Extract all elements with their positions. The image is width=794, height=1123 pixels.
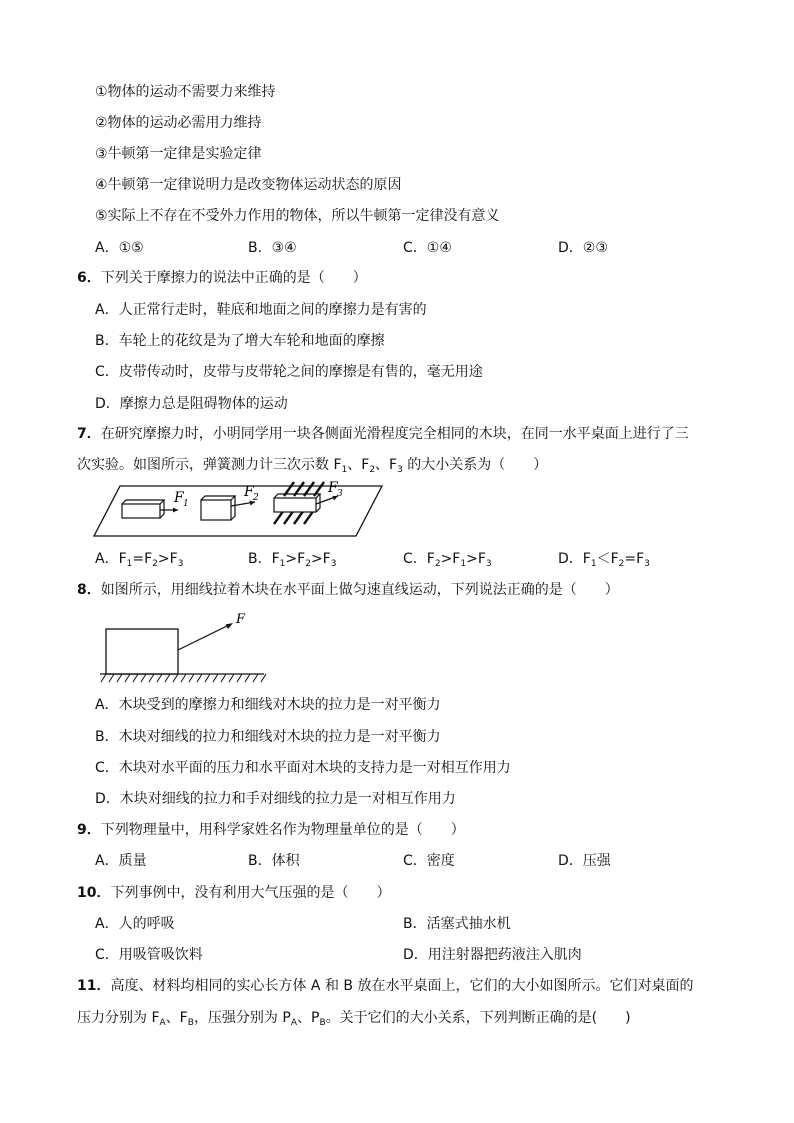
q7-option-d-sub: 3: [644, 559, 650, 569]
q7-option-d-sub: 2: [618, 559, 625, 569]
q7-text-2: 次实验。如图所示，弹簧测力计三次示数 F: [77, 457, 342, 473]
q11-text-4: ，压强分别为 P: [193, 1010, 291, 1026]
statement-3: ③牛顿第一定律是实验定律: [95, 146, 262, 162]
q7-option-b: [248, 549, 336, 569]
statement-4: ④牛顿第一定律说明力是改变物体运动状态的原因: [95, 177, 402, 193]
q10-stem: [77, 883, 390, 903]
q11-sub: A: [290, 1018, 298, 1028]
q5-option-d: D．②③: [558, 240, 608, 256]
q7-option-a: [95, 549, 183, 569]
q8-option-c: C．木块对水平面的压力和水平面对木块的支持力是一对相互作用力: [95, 760, 511, 776]
q5-option-a: A．①⑤: [95, 240, 144, 256]
q11-text-5: 、P: [297, 1010, 320, 1026]
q6-option-d: D．摩擦力总是阻碍物体的运动: [95, 396, 288, 412]
q8-text: 如图所示，用细线拉着木块在水平面上做匀速直线运动，下列说法正确的是（ ）: [100, 582, 619, 598]
block-1: [122, 500, 164, 518]
q7-option-a-text: >F: [157, 551, 178, 567]
statement-5: ⑤实际上不存在不受外力作用的物体，所以牛顿第一定律没有意义: [95, 208, 500, 224]
q5-option-b: B．③④: [248, 240, 297, 256]
q6-text: 下列关于摩擦力的说法中正确的是（ ）: [100, 270, 367, 286]
statement-1: ①物体的运动不需要力来维持: [95, 84, 276, 100]
statement-2: ②物体的运动必需用力维持: [95, 115, 262, 131]
q11-sub: B: [319, 1018, 326, 1028]
q9-option-d: D．压强: [558, 853, 611, 869]
string: [178, 624, 231, 650]
q6-stem: [77, 268, 367, 288]
label-f: F: [236, 612, 246, 627]
q7-option-a-text: A．F: [95, 551, 127, 567]
q7-option-c-text: >F: [440, 551, 461, 567]
q7-option-d: [558, 549, 650, 569]
q6-option-a: A．人正常行走时，鞋底和地面之间的摩擦力是有害的: [95, 302, 427, 318]
q7-option-d-text: ＜F: [596, 551, 619, 567]
q8-figure: [100, 612, 270, 684]
q10-option-a: A．人的呼吸: [95, 916, 175, 932]
q7-option-c-text: C．F: [403, 551, 435, 567]
q6-option-c: C．皮带传动时，皮带与皮带轮之间的摩擦是有售的，毫无用途: [95, 364, 483, 380]
q8-stem: [77, 580, 619, 600]
q7-sub: 2: [369, 465, 376, 475]
label-f3-sub: 3: [337, 489, 343, 499]
label-f1: F: [174, 490, 184, 506]
q7-option-d-text: =F: [624, 551, 645, 567]
q7-sub: 1: [341, 465, 348, 475]
q10-option-c: C．用吸管吸饮料: [95, 947, 203, 963]
q7-option-b-sub: 2: [305, 559, 311, 569]
q7-number: 7．: [77, 426, 101, 442]
block-2: [201, 496, 235, 520]
q9-text: 下列物理量中，用科学家姓名作为物理量单位的是（ ）: [100, 822, 465, 838]
q11-text-2: 压力分别为 F: [77, 1010, 160, 1026]
q6-option-b: B．车轮上的花纹是为了增大车轮和地面的摩擦: [95, 333, 385, 349]
q8-option-b: B．木块对细线的拉力和细线对木块的拉力是一对平衡力: [95, 729, 441, 745]
q11-text-6: 。关于它们的大小关系，下列判断正确的是( ): [325, 1010, 631, 1026]
q9-option-a: A．质量: [95, 853, 147, 869]
q11-stem-line1: [77, 976, 693, 996]
q9-option-c: C．密度: [403, 853, 455, 869]
q6-number: 6．: [77, 270, 101, 286]
q7-option-c-sub: 3: [485, 559, 492, 569]
q7-option-c-sub: 2: [434, 559, 441, 569]
q10-option-d: D．用注射器把药液注入肌肉: [403, 947, 582, 963]
arrow-f1-head: [173, 508, 178, 513]
q7-option-c: [403, 549, 492, 569]
q7-option-d-text: D．F: [558, 551, 591, 567]
block-3: [274, 494, 320, 512]
q10-option-b: B．活塞式抽水机: [403, 916, 511, 932]
q8-option-a: A．木块受到的摩擦力和细线对木块的拉力是一对平衡力: [95, 697, 441, 713]
q7-option-a-text: =F: [132, 551, 153, 567]
q7-option-c-sub: 1: [460, 559, 467, 569]
q5-option-c: C．①④: [403, 240, 452, 256]
q7-option-b-text: >F: [310, 551, 331, 567]
q11-text-3: 、F: [165, 1010, 188, 1026]
q10-number: 10．: [77, 885, 111, 901]
q7-text-3: 、F: [347, 457, 370, 473]
q7-option-c-text: >F: [466, 551, 486, 567]
q7-option-a-sub: 2: [152, 559, 158, 569]
q7-sub: 3: [397, 465, 403, 475]
q11-number: 11．: [77, 978, 111, 994]
ground-hatch: [101, 674, 266, 682]
q11-stem-line2: [77, 1008, 631, 1028]
q7-option-a-sub: 1: [126, 559, 133, 569]
q7-stem-line2: [77, 455, 547, 475]
q7-stem-line1: [77, 424, 689, 444]
q9-option-b: B．体积: [248, 853, 300, 869]
label-f2-sub: 2: [253, 493, 259, 503]
q8-number: 8．: [77, 582, 101, 598]
q7-option-a-sub: 3: [177, 559, 184, 569]
q11-sub: B: [187, 1018, 194, 1028]
q7-option-b-text: >F: [285, 551, 306, 567]
q11-sub: A: [159, 1018, 166, 1028]
q7-option-b-sub: 1: [279, 559, 286, 569]
q7-text-4: 、F: [375, 457, 398, 473]
label-f3: F: [328, 480, 338, 496]
q7-option-b-sub: 3: [330, 559, 337, 569]
q7-text: 在研究摩擦力时，小明同学用一块各侧面光滑程度完全相同的木块，在同一水平桌面上进行了三: [100, 426, 689, 442]
q7-option-b-text: B．F: [248, 551, 280, 567]
q11-text: 高度、材料均相同的实心长方体 A 和 B 放在水平桌面上，它们的大小如图所示。它们对桌面的: [110, 978, 694, 994]
force-arrow-head: [226, 623, 234, 629]
q8-option-d: D．木块对细线的拉力和手对细线的拉力是一对相互作用力: [95, 791, 456, 807]
label-f2: F: [244, 484, 254, 500]
q7-option-d-sub: 1: [590, 559, 597, 569]
q7-figure: [94, 480, 384, 540]
wood-block: [106, 629, 178, 674]
q9-number: 9．: [77, 822, 101, 838]
q7-text-5: 的大小关系为（ ）: [402, 457, 548, 473]
q10-text: 下列事例中，没有利用大气压强的是（ ）: [110, 885, 391, 901]
q9-stem: [77, 820, 465, 840]
label-f1-sub: 1: [183, 499, 189, 509]
